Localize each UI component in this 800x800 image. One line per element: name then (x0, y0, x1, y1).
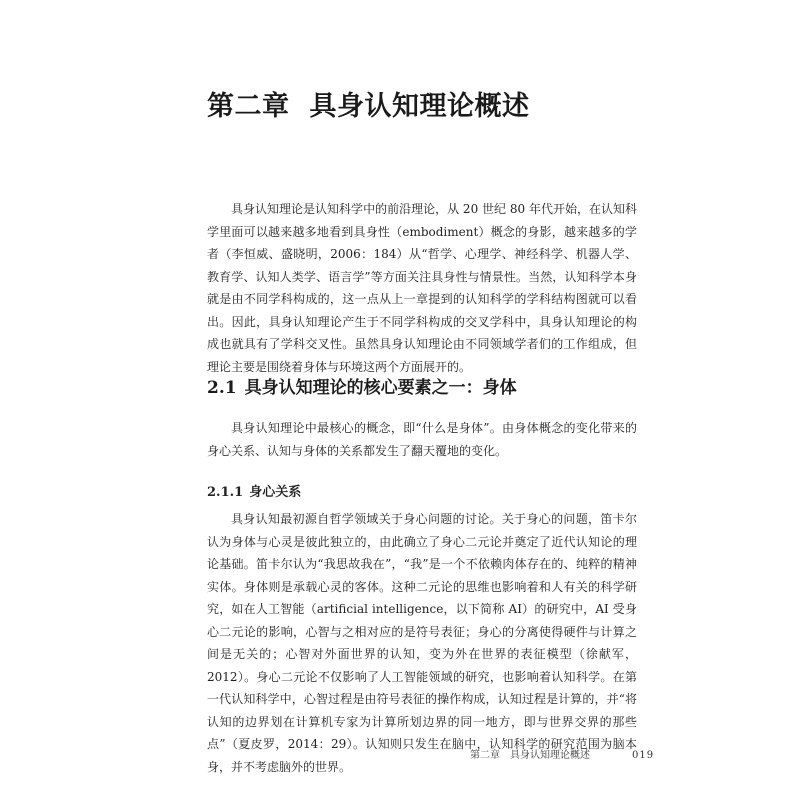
subsection-number: 2.1.1 (207, 485, 244, 500)
subsection-title: 身心关系 (249, 485, 302, 500)
section-number: 2.1 (207, 378, 237, 398)
section-paragraph: 具身认知理论中最核心的概念，即“什么是身体”。由身体概念的变化带来的身心关系、认知与身体的关系都发生了翻天覆地的变化。 (207, 421, 637, 458)
section-title: 具身认知理论的核心要素之一：身体 (244, 378, 517, 398)
page-number: 019 (632, 750, 655, 761)
subsection-paragraph: 具身认知最初源自哲学领域关于身心问题的讨论。关于身心的问题，笛卡尔认为身体与心灵是彼此独立的，由此确立了身心二元论并奠定了近代认知论的理论基础。笛卡尔认为“我思故我在”，“我”是一个不依赖肉体存在的、纯粹的精神实体。身体则是承载心灵的客体。这种二元论的思维也影响着和人有关的科学研究，如在人工智能（artificial intelligence，以下简称 AI）的研究中，AI 受身心二元论的影响，心智与之相对应的是符号表征；身心的分离使得硬件与计算之间是无关的；心智对外面世界的认知，变为外在世界的表征模型（徐献军，2012）。身心二元论不仅影响了人工智能领域的研究，也影响着认知科学。在第一代认知科学中，心智过程是由符号表征的操作构成，认知过程是计算的，并“将认知的边界划在计算机专家为计算所划边界的同一地方，即与世界交界的那些点”（夏皮罗，2014：29）。认知则只发生在脑中，认知科学的研究范围为脑本身，并不考虑脑外的世界。 (207, 512, 637, 774)
chapter-title-text: 具身认知理论概述 (309, 91, 530, 122)
subsection-heading (207, 481, 301, 500)
footer-running-title: 第二章 具身认知理论概述 (470, 750, 590, 761)
section-heading (207, 373, 517, 398)
chapter-label: 第二章 (207, 91, 290, 122)
running-footer (470, 746, 654, 761)
chapter-title (207, 84, 530, 123)
intro-paragraph: 具身认知理论是认知科学中的前沿理论，从 20 世纪 80 年代开始，在认知科学里面可以越来越多地看到具身性（embodiment）概念的身影，越来越多的学者（李恒威、盛晓明，2006：184）从“哲学、心理学、神经科学、机器人学、教育学、认知人类学、语言学”等方面关注具身性与情景性。当然，认知科学本身就是由不同学科构成的，这一点从上一章提到的认知科学的学科结构图就可以看出。因此，具身认知理论产生于不同学科构成的交叉学科中，具身认知理论的构成也就具有了学科交叉性。虽然具身认知理论由不同领域学者们的工作组成，但理论主要是围绕着身体与环境这两个方面展开的。 (207, 202, 637, 374)
